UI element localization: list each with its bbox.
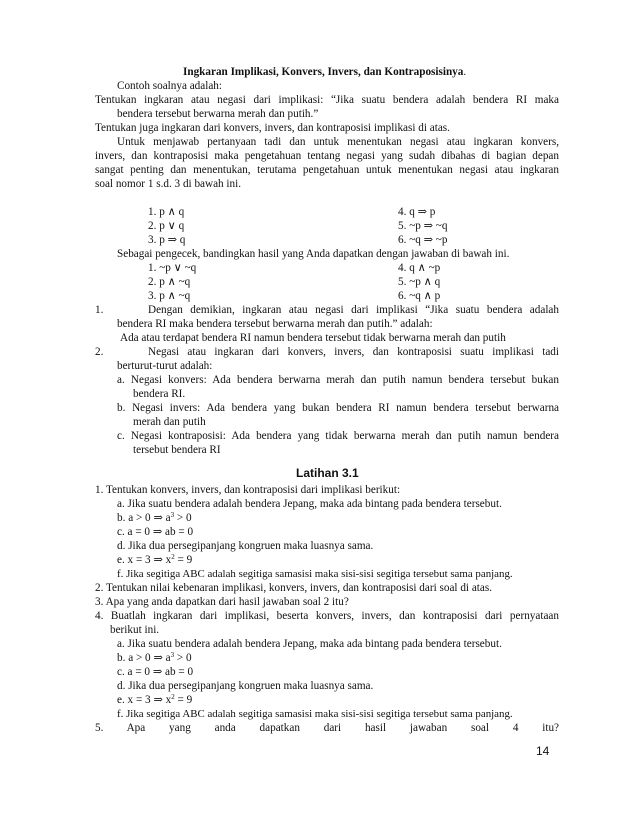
formula-6: 6. ~q ⇒ ~p [398,234,448,246]
exercise-3: 3. Apa yang anda dapatkan dari hasil jawaban soal 2 itu? [95,596,349,608]
exercise-4a: a. Jika suatu bendera adalah bendera Jepang, maka ada bintang pada bendera tersebut. [117,638,502,650]
exercise-1-head: 1. Tentukan konvers, invers, dan kontraposisi dari implikasi berikut: [95,484,401,496]
exercise-4b: b. a > 0 ⇒ $a^3 > 0$ [117,651,192,664]
formula-3: 3. p ⇒ q [148,234,186,246]
answer-formula-2: 2. p ∧ ~q [148,276,191,288]
answer-formula-5: 5. ~p ∧ q [398,276,441,288]
exercise-4-head-line-1: 4. Buatlah ingkaran dari implikasi, beserta konvers, invers, dan kontraposisi dari pernyataan [95,610,559,622]
check-label: Sebagai pengecek, bandingkan hasil yang Anda dapatkan dengan jawaban di bawah ini. [117,248,510,260]
formula-4: 4. q ⇒ p [398,206,436,218]
exercise-title: Latihan 3.1 [296,466,359,480]
answer-2c-line-1: c. Negasi kontraposisi: Ada bendera yang tidak berwarna merah dan putih namun bendera [117,430,559,442]
answer-2a-line-1: a. Negasi konvers: Ada bendera berwarna merah dan putih namun bendera tersebut bukan [117,374,559,386]
answer-formula-3: 3. p ∧ ~q [148,290,191,302]
example-label: Contoh soalnya adalah: [117,80,223,92]
paragraph-line-1: Untuk menjawab pertanyaan tadi dan untuk menentukan negasi atau ingkaran konvers, [117,136,559,148]
page-number: 14 [536,744,550,758]
question-1-line-1: Tentukan ingkaran atau negasi dari implikasi: “Jika suatu bendera adalah bendera RI maka [95,94,559,106]
exercise-4c: c. a = 0 ⇒ ab = 0 [117,666,194,678]
answer-2-number: 2. [95,346,104,358]
paragraph-line-4: soal nomor 1 s.d. 3 di bawah ini. [95,178,242,190]
formula-5: 5. ~p ⇒ ~q [398,220,448,232]
paragraph-line-2: invers, dan kontraposisi maka pengetahuan tentang negasi yang sudah dibahas di bagian depan [95,150,559,162]
exercise-1d: d. Jika dua persegipanjang kongruen maka luasnya sama. [117,540,374,552]
exercise-1b: b. a > 0 ⇒ $a^3 > 0$ [117,511,192,524]
exercise-1e: e. x = 3 ⇒ $x^2 = 9$ [117,553,193,566]
answer-2-line-2: berturut-turut adalah: [117,360,213,372]
answer-2c-line-2: tersebut bendera RI [133,444,221,456]
exercise-5: 5. Apa yang anda dapatkan dari hasil jawaban soal 4 itu? [95,722,559,734]
paragraph-line-3: sangat penting dan menentukan, terutama pengetahuan untuk menentukan negasi atau ingkaran [95,164,559,176]
exercise-1c: c. a = 0 ⇒ ab = 0 [117,526,194,538]
answer-1-number: 1. [95,304,104,316]
answer-1-line-2: bendera RI maka bendera tersebut berwarna merah dan putih.” adalah: [117,318,433,330]
formula-2: 2. p ∨ q [148,220,185,232]
answer-formula-1: 1. ~p ∨ ~q [148,262,197,274]
exercise-4e: e. x = 3 ⇒ $x^2 = 9$ [117,693,193,706]
exercise-1a: a. Jika suatu bendera adalah bendera Jepang, maka ada bintang pada bendera tersebut. [117,498,502,510]
answer-2-line-1: Negasi atau ingkaran dari konvers, invers, dan kontraposisi suatu implikasi tadi [148,346,559,358]
answer-2b-line-1: b. Negasi invers: Ada bendera yang bukan bendera RI namun bendera tersebut berwarna [117,402,559,414]
exercise-1f: f. Jika segitiga ABC adalah segitiga samasisi maka sisi-sisi segitiga tersebut sama panjang. [117,568,513,580]
section-title: Ingkaran Implikasi, Konvers, Invers, dan Kontraposisinya. [183,66,467,78]
answer-formula-6: 6. ~q ∧ p [398,290,441,302]
answer-2a-line-2: bendera RI. [133,388,186,400]
exercise-4f: f. Jika segitiga ABC adalah segitiga samasisi maka sisi-sisi segitiga tersebut sama panjang. [117,708,513,720]
question-1-line-2: bendera tersebut berwarna merah dan putih.” [117,108,319,120]
formula-1: 1. p ∧ q [148,206,185,218]
exercise-4-head-line-2: berikut ini. [110,624,160,636]
answer-1-line-3: Ada atau terdapat bendera RI namun bendera tersebut tidak berwarna merah dan putih [120,332,506,344]
question-2: Tentukan juga ingkaran dari konvers, invers, dan kontraposisi implikasi di atas. [95,122,450,134]
answer-2b-line-2: merah dan putih [133,416,206,428]
exercise-4d: d. Jika dua persegipanjang kongruen maka luasnya sama. [117,680,374,692]
answer-formula-4: 4. q ∧ ~p [398,262,441,274]
answer-1-line-1: Dengan demikian, ingkaran atau negasi dari implikasi “Jika suatu bendera adalah [148,304,559,316]
exercise-2: 2. Tentukan nilai kebenaran implikasi, konvers, invers, dan kontraposisi dari soal di atas. [95,582,493,594]
